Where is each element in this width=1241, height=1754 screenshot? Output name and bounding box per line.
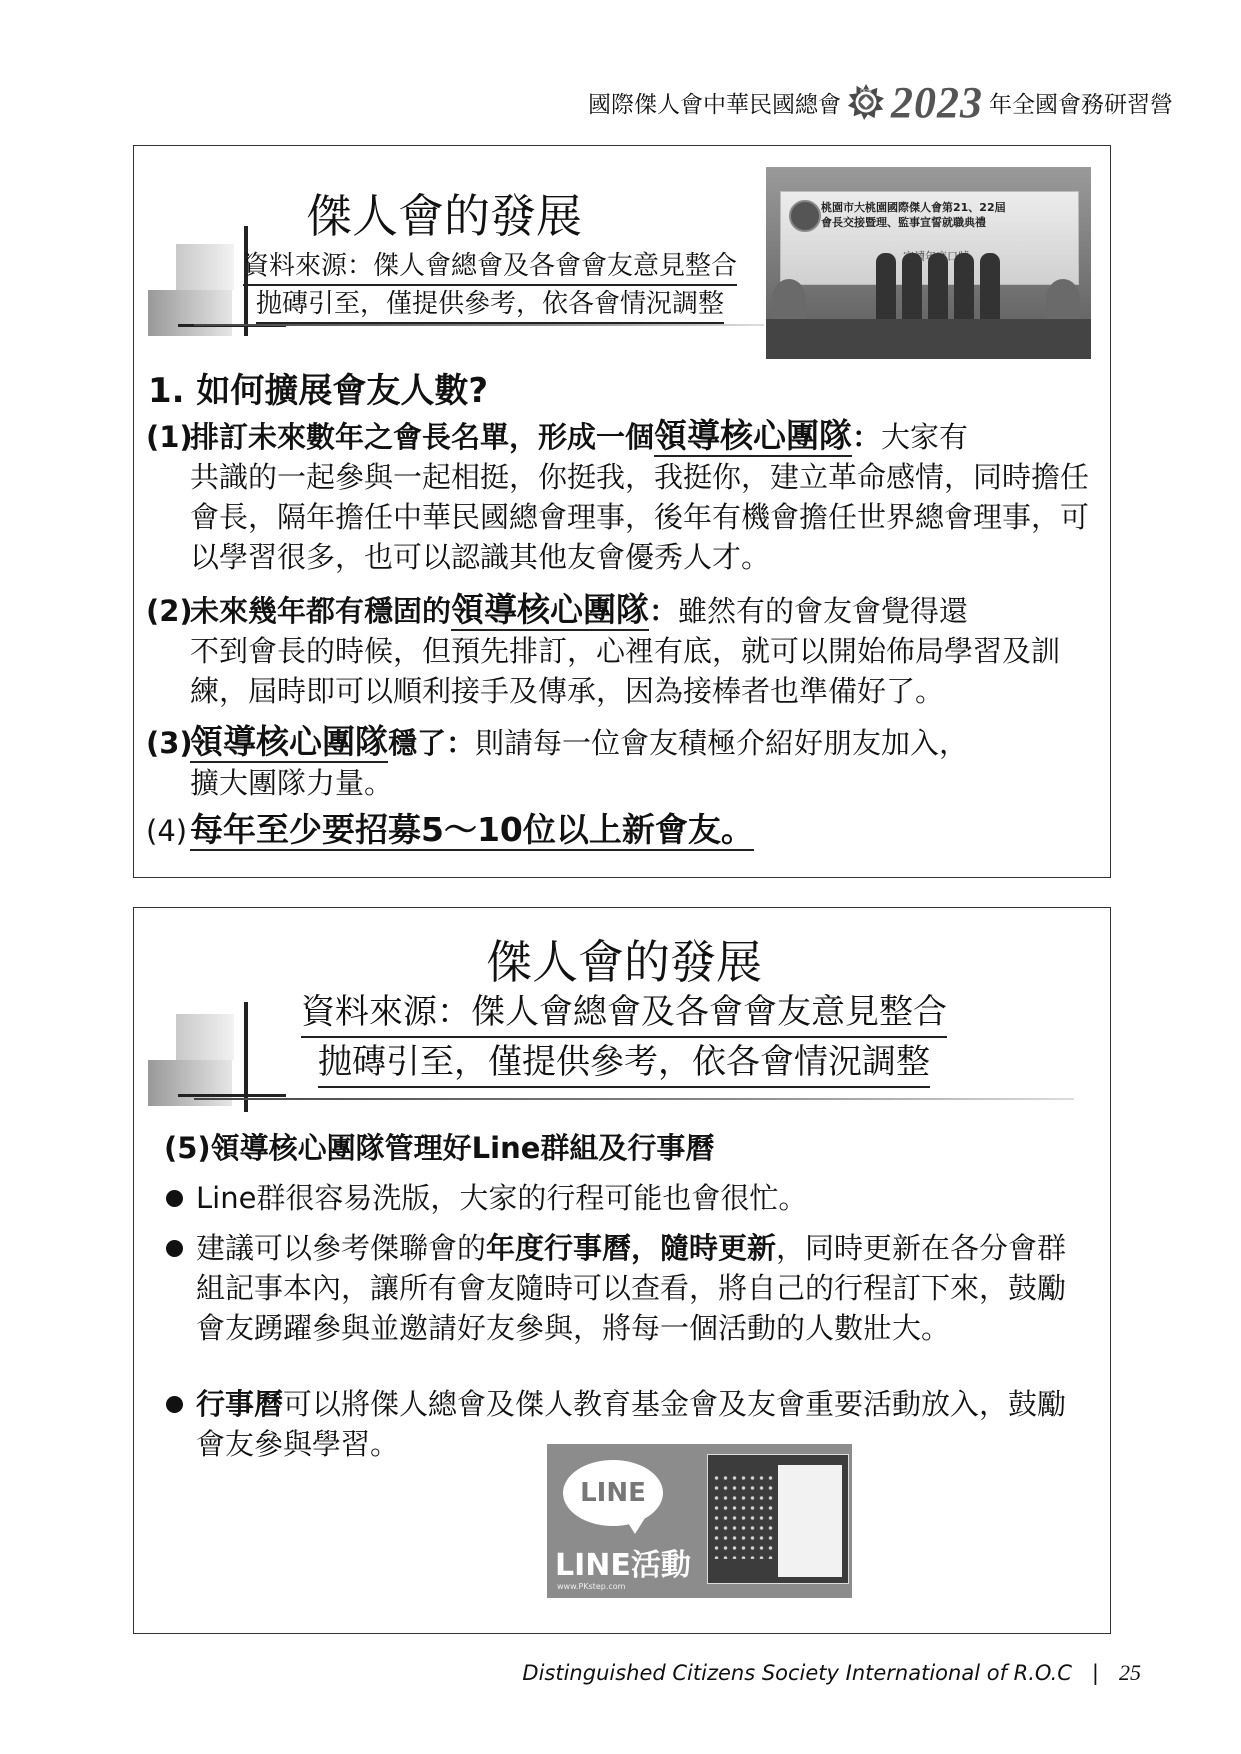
calendar-screenshot	[707, 1454, 849, 1584]
recruit-goal: 每年至少要招募5～10位以上新會友。	[190, 810, 754, 849]
svg-text:DCSI: DCSI	[860, 89, 872, 95]
source-note	[220, 248, 760, 324]
list-item: (2)未來幾年都有穩固的領導核心團隊：雖然有的會友會覺得還 不到會長的時候，但預先排訂，心裡有底，就可以開始佈局學習及訓練，屆時即可以順利接手及傳承，因為接棒者也準備好了。	[146, 590, 1061, 708]
header-year: 2023	[891, 77, 983, 127]
slide-2	[133, 907, 1111, 1634]
line-activity-label: LINE活動	[555, 1548, 691, 1583]
dcsi-emblem-icon	[847, 83, 885, 121]
line-logo: LINE	[563, 1460, 663, 1526]
photo-banner-line-2: 會長交接暨理、監事宣誓就職典禮	[821, 216, 986, 229]
keyword-leadership-core: 領導核心團隊	[190, 722, 388, 761]
footer-separator: |	[1091, 1661, 1099, 1685]
keyword-leadership-core: 領導核心團隊	[654, 416, 853, 455]
page-header	[588, 72, 1173, 132]
question-heading: 1. 如何擴展會友人數?	[148, 371, 489, 411]
bullet-item: 行事曆可以將傑人總會及傑人教育基金會及友會重要活動放入，鼓勵會友參與學習。	[164, 1384, 1084, 1464]
list-item: (3)領導核心團隊穩了：則請每一位會友積極介紹好朋友加入， 擴大團隊力量。	[146, 722, 969, 800]
footer-org-name: Distinguished Citizens Society International of R.O.C	[522, 1661, 1072, 1685]
list-item: (4)每年至少要招募5～10位以上新會友。	[146, 810, 754, 849]
source-line-1: 資料來源：傑人會總會及各會會友意見整合	[243, 248, 737, 286]
photo-banner-line-1: 桃園市大桃園國際傑人會第21、22屆	[821, 201, 1006, 214]
keyword-leadership-core: 領導核心團隊	[451, 590, 650, 629]
source-line-2: 抛磚引至，僅提供參考，依各會情況調整	[318, 1038, 930, 1088]
slide-1	[133, 145, 1111, 878]
page-number: 25	[1119, 1660, 1141, 1685]
source-line-2: 抛磚引至，僅提供參考，依各會情況調整	[256, 286, 724, 324]
slide-title: 傑人會的發展	[306, 189, 582, 243]
list-item: (1)排訂未來數年之會長名單，形成一個領導核心團隊：大家有 共識的一起參與一起相挺，你挺我，我挺你，建立革命感情，同時擔任會長，隔年擔任中華民國總會理事，後年有機會擔任世界總會理事，可以學習很多，也可以認識其他友會優秀人才。	[146, 416, 1090, 574]
title-divider	[194, 1098, 1074, 1100]
title-divider	[194, 324, 764, 326]
subheading: (5)領導核心團隊管理好Line群組及行事曆	[164, 1131, 715, 1165]
header-event-name: 年全國會務研習營	[989, 91, 1173, 118]
line-activity-image	[547, 1444, 852, 1598]
page-footer	[522, 1660, 1141, 1686]
event-photo	[766, 167, 1091, 359]
source-line-1: 資料來源：傑人會總會及各會會友意見整合	[301, 988, 947, 1038]
bullet-item: Line群很容易洗版，大家的行程可能也會很忙。	[164, 1178, 1084, 1218]
bullet-item: 建議可以參考傑聯會的年度行事曆，隨時更新，同時更新在各分會群組記事本內，讓所有會友隨時可以查看，將自己的行程訂下來，鼓勵會友踴躍參與並邀請好友參與，將每一個活動的人數壯大。	[164, 1228, 1084, 1348]
header-org-name: 國際傑人會中華民國總會	[588, 91, 841, 118]
image-url-watermark: www.PKstep.com	[557, 1582, 626, 1591]
slide-title: 傑人會的發展	[486, 935, 762, 989]
source-note	[264, 988, 984, 1088]
